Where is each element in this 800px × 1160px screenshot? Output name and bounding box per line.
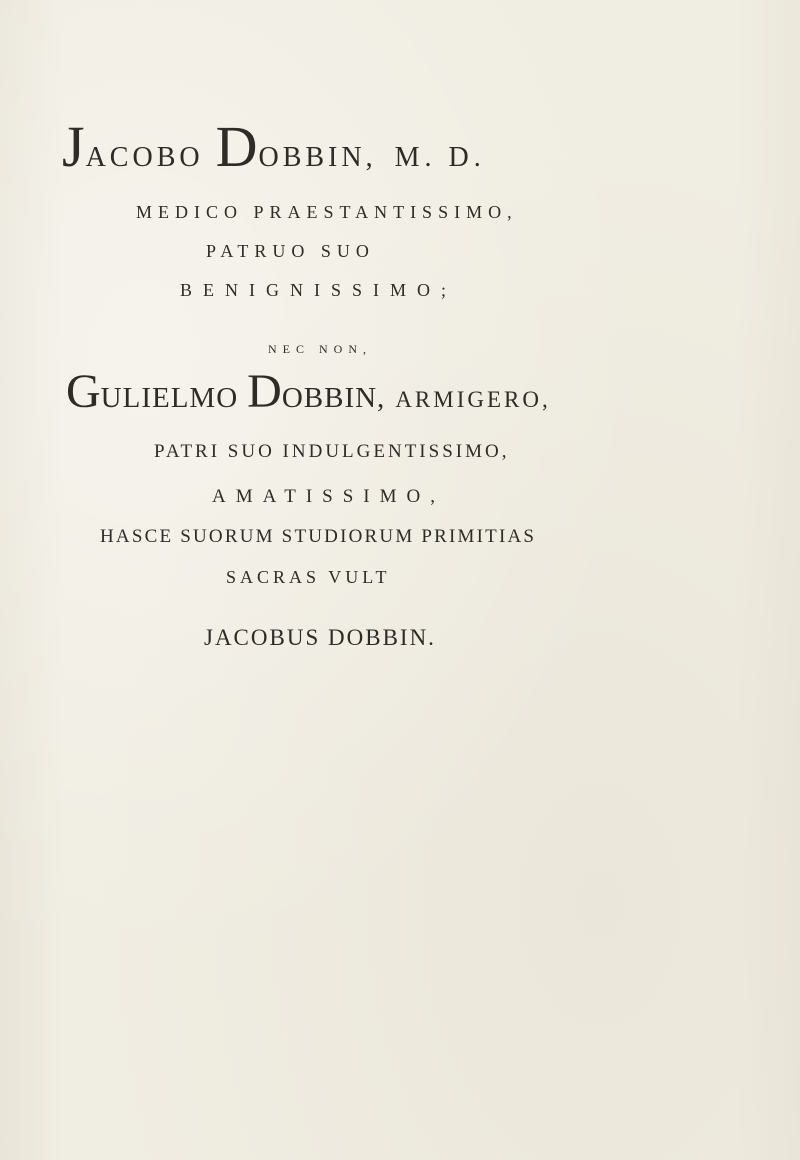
dedicatee-name-gulielmo-dobbin: [66, 365, 551, 418]
line-hasce: HASCE SUORUM STUDIORUM PRIMITIAS: [100, 526, 537, 547]
line-medico: MEDICO PRAESTANTISSIMO,: [136, 202, 518, 222]
initial-j: J: [62, 114, 86, 179]
line-nec-non: NEC NON,: [268, 342, 372, 356]
line-benignissimo: BENIGNISSIMO;: [180, 280, 458, 300]
signature: JACOBUS DOBBIN.: [204, 625, 436, 650]
initial-d: D: [215, 114, 259, 179]
line-amatissimo: AMATISSIMO,: [212, 486, 445, 507]
degree-md: M. D.: [394, 142, 486, 173]
line-patruo: PATRUO SUO: [206, 241, 375, 261]
initial-g: G: [66, 365, 101, 418]
dedicatee-name-jacobo-dobbin: [62, 114, 486, 179]
line-patri: PATRI SUO INDULGENTISSIMO,: [154, 441, 510, 462]
name-rest-acobo: ACOBO: [85, 142, 204, 173]
name-rest-obbin: OBBIN,: [258, 142, 377, 173]
line-sacras-vult: SACRAS VULT: [226, 567, 391, 587]
title-armigero: ARMIGERO,: [395, 387, 551, 412]
initial-d-second: D: [247, 365, 282, 418]
name-rest-ulielmo: ULIELMO: [100, 382, 239, 414]
name-rest-obbin-second: OBBIN,: [281, 382, 386, 414]
